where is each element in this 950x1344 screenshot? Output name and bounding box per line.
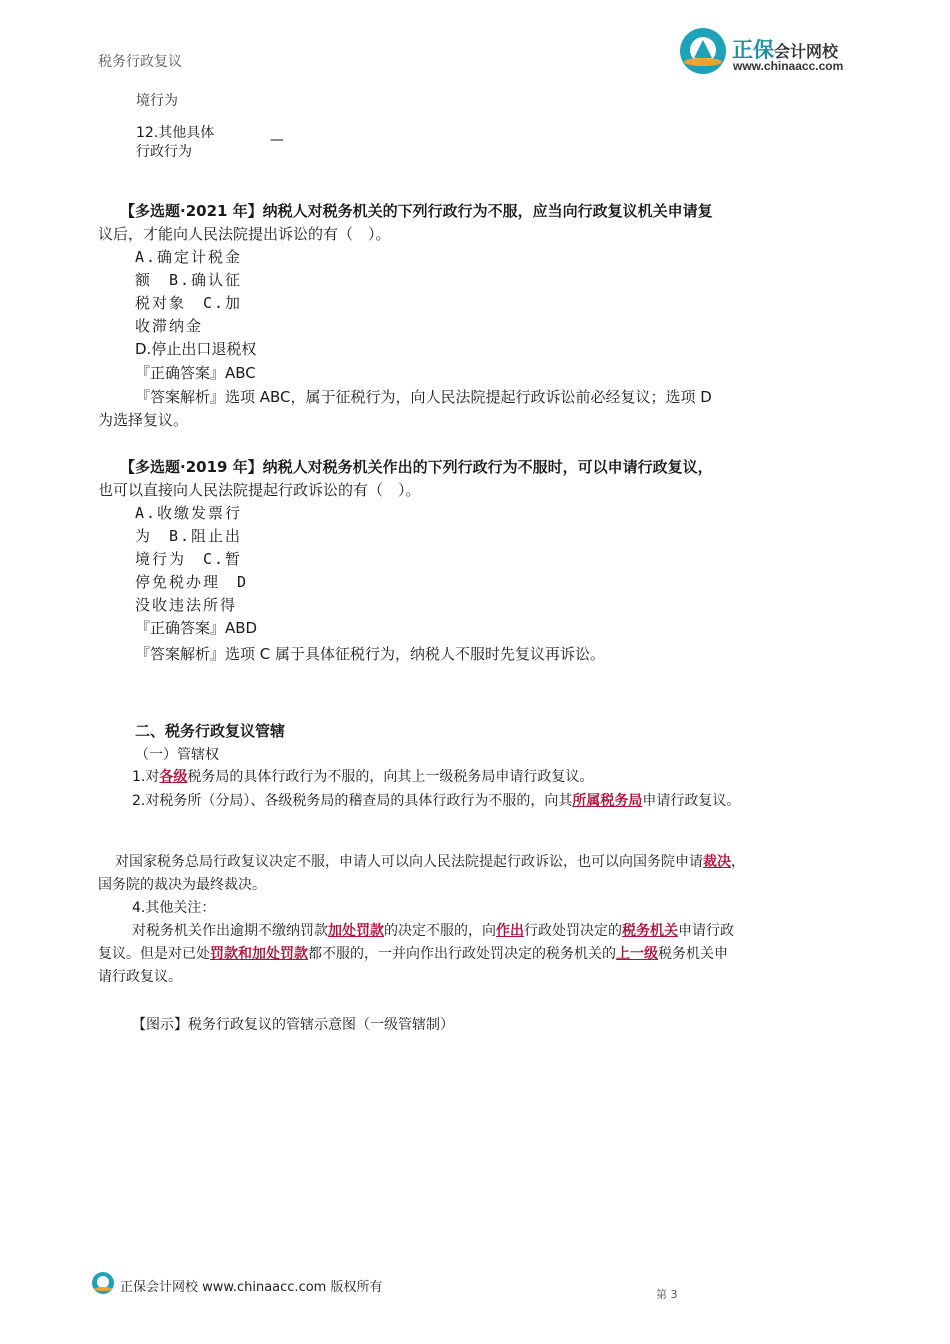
q1-answer: 『正确答案』ABC: [135, 364, 256, 382]
q1-analysis-2: 为选择复议。: [98, 411, 189, 429]
q2-analysis: 『答案解析』选项 C 属于具体征税行为，纳税人不服时先复议再诉讼。: [135, 645, 606, 663]
q2-line2: 也可以直接向人民法院提起行政诉讼的有（ ）。: [98, 481, 421, 499]
q1-line2: 议后，才能向人民法院提出诉讼的有（ ）。: [98, 225, 391, 243]
footer-copyright: 正保会计网校 www.chinaacc.com 版权所有: [120, 1280, 383, 1295]
brand-url: www.chinaacc.com: [733, 59, 844, 73]
q1-option-5: D.停止出口退税权: [135, 340, 257, 358]
q2-option-1: A.收缴发票行: [135, 504, 243, 522]
paragraph-state-tax: 对国家税务总局行政复议决定不服，申请人可以向人民法院提起行政诉讼，也可以向国务院申请裁决，: [115, 854, 745, 870]
q2-option-2: 为 B.阻止出: [135, 527, 243, 545]
item-4-heading: 4.其他关注：: [132, 900, 216, 916]
q1-option-3: 税对象 C.加: [135, 294, 243, 312]
item-2: 2.对税务所（分局）、各级税务局的稽查局的具体行政行为不服的，向其所属税务局申请行政复议。: [132, 793, 741, 809]
q2-answer: 『正确答案』ABD: [135, 619, 258, 637]
q2-option-4: 停免税办理 D: [135, 573, 249, 591]
q1-option-4: 收滞纳金: [135, 317, 204, 335]
q2-line1: 【多选题·2019 年】纳税人对税务机关作出的下列行政行为不服时，可以申请行政复议，: [120, 458, 713, 476]
item-1: 1.对各级税务局的具体行政行为不服的，向其上一级税务局申请行政复议。: [132, 769, 594, 785]
footer-page-number: 第 3: [656, 1288, 678, 1301]
table-cut-text: 境行为: [136, 93, 178, 109]
q1-line1: 【多选题·2021 年】纳税人对税务机关的下列行政行为不服，应当向行政复议机关申请复: [120, 202, 713, 220]
q2-option-3: 境行为 C.暂: [135, 550, 243, 568]
q1-option-1: A.确定计税金: [135, 248, 243, 266]
brand-name: 正保会计网校: [732, 38, 839, 62]
q1-analysis-1: 『答案解析』选项 ABC，属于征税行为，向人民法院提起行政诉讼前必经复议；选项 D: [135, 388, 712, 406]
figure-caption: 【图示】税务行政复议的管辖示意图（一级管辖制）: [132, 1017, 454, 1033]
section-title: 二、税务行政复议管辖: [135, 722, 286, 740]
top-cut-text: 税务行政复议: [98, 54, 182, 70]
item-4-line1: 对税务机关作出逾期不缴纳罚款加处罚款的决定不服的，向作出行政处罚决定的税务机关申请行政: [132, 923, 734, 939]
table-row12-label-2: 行政行为: [136, 144, 192, 160]
item-4-line2: 复议。但是对已处罚款和加处罚款都不服的，一并向作出行政处罚决定的税务机关的上一级税务机关申: [98, 946, 728, 962]
table-row12-dash: —: [270, 132, 284, 148]
paragraph-state-tax-2: 国务院的裁决为最终裁决。: [98, 877, 266, 893]
subsection-title: （一）管辖权: [135, 747, 219, 763]
brand-logo-icon: [680, 28, 726, 74]
q1-option-2: 额 B.确认征: [135, 271, 243, 289]
item-4-line3: 请行政复议。: [98, 969, 182, 985]
q2-option-5: 没收违法所得: [135, 596, 238, 614]
footer-logo-icon: [92, 1272, 114, 1294]
table-row12-label: 12.其他具体: [136, 125, 215, 141]
